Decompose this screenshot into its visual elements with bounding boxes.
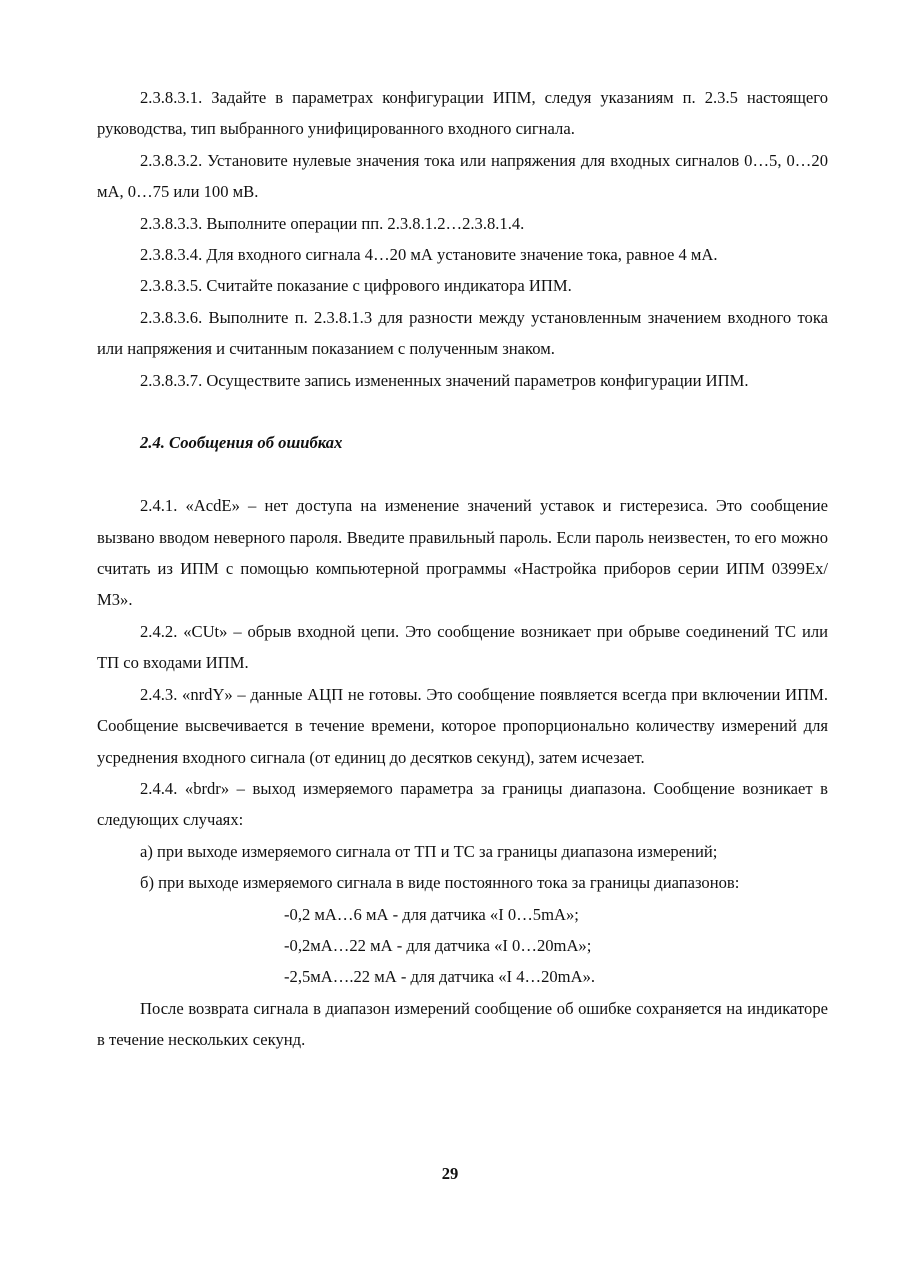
list-item-a: а) при выходе измеряемого сигнала от ТП и ТС за границы диапазона измерений; [140, 841, 718, 861]
paragraph-2-3-8-3-1: 2.3.8.3.1. Задайте в параметрах конфигурации ИПМ, следуя указаниям п. 2.3.5 настоящего руководства, тип выбранного унифицированного входного сигнала. [97, 88, 828, 139]
list-item-b: б) при выходе измеряемого сигнала в виде постоянного тока за границы диапазонов: [140, 873, 740, 893]
paragraph-2-3-8-3-2: 2.3.8.3.2. Установите нулевые значения тока или напряжения для входных сигналов 0…5, 0…20 мА, 0…75 или 100 мВ. [97, 150, 828, 202]
paragraph-2-3-8-3-6: 2.3.8.3.6. Выполните п. 2.3.8.1.3 для разности между установленным значением входного тока или напряжения и считанным показанием с полученным знаком. [97, 307, 828, 359]
closing-paragraph: После возврата сигнала в диапазон измерений сообщение об ошибке сохраняется на индикаторе в течение нескольких секунд. [97, 998, 828, 1050]
range-line-1: -0,2 мА…6 мА - для датчика «I 0…5mA»; [284, 904, 579, 924]
paragraph-2-3-8-3-5: 2.3.8.3.5. Считайте показание с цифрового индикатора ИПМ. [140, 276, 572, 296]
section-heading: 2.4. Сообщения об ошибках [140, 433, 343, 453]
page-number: 29 [441, 1164, 459, 1183]
paragraph-2-3-8-3-7: 2.3.8.3.7. Осуществите запись измененных значений параметров конфигурации ИПМ. [140, 370, 749, 390]
paragraph-2-3-8-3-3: 2.3.8.3.3. Выполните операции пп. 2.3.8.1.2…2.3.8.1.4. [140, 213, 525, 233]
paragraph-2-4-1: 2.4.1. «AcdE» – нет доступа на изменение значений уставок и гистерезиса. Это сообщение вызвано вводом неверного пароля. Введите правильный пароль. Если пароль неизвестен, то его можно считать из ИПМ с помощью компьютерной программы «Настройка приборов серии ИПМ 0399Ex/М3». [97, 496, 828, 610]
range-line-3: -2,5мА….22 мА - для датчика «I 4…20mA». [284, 967, 596, 987]
page-body [97, 82, 828, 1056]
paragraph-2-4-4: 2.4.4. «brdr» – выход измеряемого параметра за границы диапазона. Сообщение возникает в следующих случаях: [97, 778, 828, 830]
spacer [97, 459, 828, 490]
range-line-2: -0,2мА…22 мА - для датчика «I 0…20mA»; [284, 935, 592, 955]
paragraph-2-4-2: 2.4.2. «CUt» – обрыв входной цепи. Это сообщение возникает при обрыве соединений ТС или ТП со входами ИПМ. [97, 621, 828, 673]
paragraph-2-3-8-3-4: 2.3.8.3.4. Для входного сигнала 4…20 мА установите значение тока, равное 4 мА. [140, 245, 718, 265]
paragraph-2-4-3: 2.4.3. «nrdY» – данные АЦП не готовы. Это сообщение появляется всегда при включении ИПМ. Сообщение высвечивается в течение времени, которое пропорционально количеству измерений для усреднения входного сигнала (от единиц до десятков секунд), затем исчезает. [97, 684, 828, 767]
spacer [97, 396, 828, 427]
